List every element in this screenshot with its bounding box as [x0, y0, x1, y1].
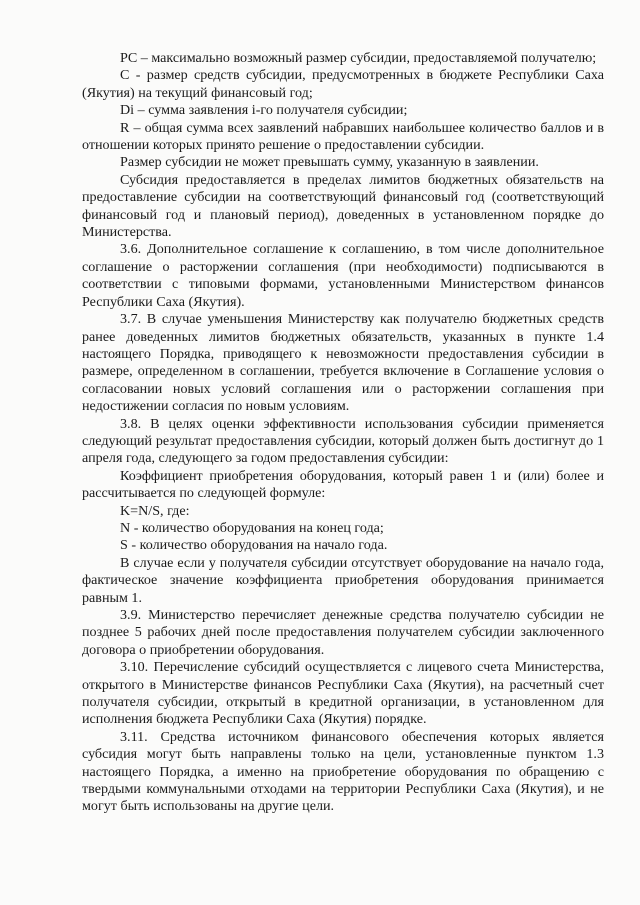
paragraph-provision: Субсидия предоставляется в пределах лимитов бюджетных обязательств на предоставление субсидии на соответствующий финансовый год (соответствующий финансовый год и плановый период), доведенных в установленном порядке до Министерства.: [82, 171, 604, 241]
paragraph-s-definition: S - количество оборудования на начало года.: [120, 537, 388, 554]
paragraph-r: R – общая сумма всех заявлений набравших наибольшее количество баллов и в отношении которых принято решение о предоставлении субсидии.: [82, 119, 604, 154]
paragraph-coefficient: Коэффициент приобретения оборудования, который равен 1 и (или) более и рассчитывается по следующей формуле:: [82, 467, 604, 502]
paragraph-c: C - размер средств субсидии, предусмотренных в бюджете Республики Саха (Якутия) на текущий финансовый год;: [82, 67, 604, 101]
paragraph-pc: PC – максимально возможный размер субсидии, предоставляемой получателю;: [120, 50, 597, 66]
paragraph-di: Di – сумма заявления i-го получателя субсидии;: [120, 102, 408, 119]
paragraph-3-9: 3.9. Министерство перечисляет денежные средства получателю субсидии не позднее 5 рабочих дней после предоставления получателем субсидии заключенного договора о приобретении оборудования.: [82, 607, 604, 658]
document-body: [82, 50, 604, 816]
paragraph-3-11: 3.11. Средства источником финансового обеспечения которых является субсидия могут быть направлены только на цели, установленные пунктом 1.3 настоящего Порядка, а именно на приобретение оборудования по обращению с твердыми коммунальными отходами на территории Республики Саха (Якутия), и не могут быть использованы на другие цели.: [82, 728, 604, 815]
paragraph-3-8: 3.8. В целях оценки эффективности использования субсидии применяется следующий результат предоставления субсидии, который должен быть достигнут до 1 апреля года, следующего за годом предоставления субсидии:: [82, 415, 604, 467]
paragraph-3-7: 3.7. В случае уменьшения Министерству как получателю бюджетных средств ранее доведенных лимитов бюджетных обязательств, указанных в пункте 1.4 настоящего Порядка, приводящего к невозможности предоставления субсидии в размере, определенном в соглашении, требуется включение в Соглашение условия о согласовании новых условий соглашения или о расторжении соглашения при недостижении согласия по новым условиям.: [82, 311, 604, 415]
paragraph-3-6: 3.6. Дополнительное соглашение к соглашению, в том числе дополнительное соглашение о расторжении соглашения (при необходимости) подписываются в соответствии с типовыми формами, установленными Министерством финансов Республики Саха (Якутия).: [82, 241, 604, 310]
paragraph-n-definition: N - количество оборудования на конец года;: [120, 519, 384, 536]
paragraph-3-10: 3.10. Перечисление субсидий осуществляется с лицевого счета Министерства, открытого в Министерстве финансов Республики Саха (Якутия), на расчетный счет получателя субсидии, открытый в кредитной организации, в установленном для исполнения бюджета Республики Саха (Якутия) порядке.: [82, 659, 604, 728]
paragraph-formula: K=N/S, где:: [120, 502, 190, 519]
paragraph-limit: Размер субсидии не может превышать сумму, указанную в заявлении.: [120, 154, 539, 171]
paragraph-absent-equipment: В случае если у получателя субсидии отсутствует оборудование на начало года, фактическое значение коэффициента приобретения оборудования принимается равным 1.: [82, 554, 604, 606]
